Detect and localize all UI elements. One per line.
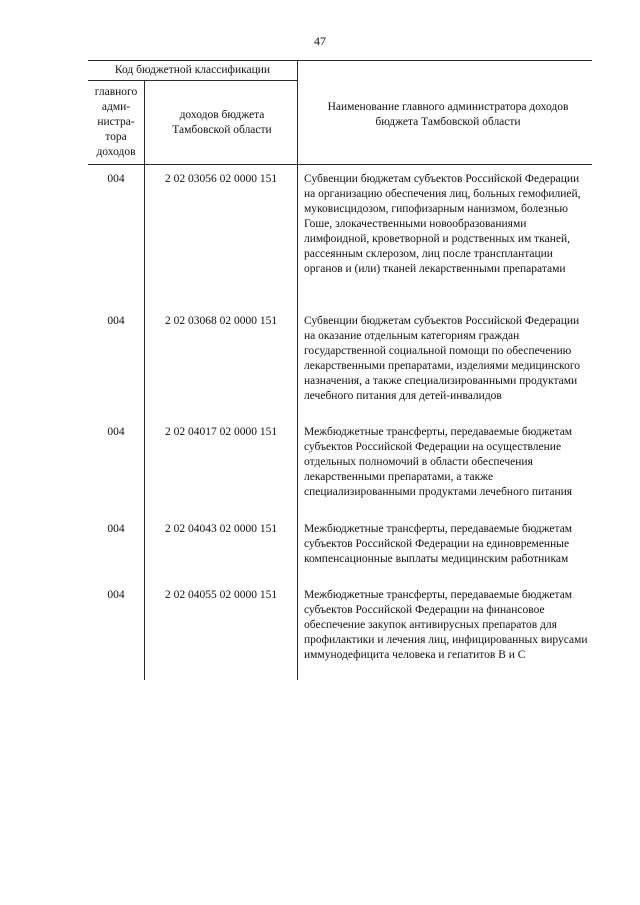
- name-column-header: Наименование главного администратора доходов бюджета Тамбовской области: [327, 101, 569, 128]
- header-bottom-border: [88, 164, 592, 165]
- budget-code-cell: 2 02 04043 02 0000 151: [164, 523, 278, 535]
- code-column-header: доходов бюджета Тамбовской области: [172, 109, 272, 136]
- admin-code-cell: 004: [107, 523, 125, 535]
- admin-header-line: адми-: [101, 101, 131, 113]
- group-header-underline: [88, 80, 298, 81]
- budget-code-cell: 2 02 03068 02 0000 151: [164, 315, 278, 327]
- admin-header-line: нистра-: [97, 116, 135, 128]
- admin-header-line: тора: [105, 131, 127, 143]
- budget-code-cell: 2 02 04055 02 0000 151: [164, 589, 278, 601]
- page-number: 47: [314, 34, 326, 48]
- admin-column-header: [88, 85, 144, 160]
- budget-code-cell: 2 02 04017 02 0000 151: [164, 426, 278, 438]
- group-header-title: Код бюджетной классификации: [114, 64, 271, 76]
- revenue-name-cell: Межбюджетные трансферты, передаваемые бюджетам субъектов Российской Федерации на единовременные компенсационные выплаты медицинским работникам: [304, 523, 573, 565]
- admin-code-cell: 004: [107, 426, 125, 438]
- budget-classification-table: [88, 60, 592, 680]
- admin-code-cell: 004: [107, 589, 125, 601]
- admin-header-line: доходов: [96, 146, 136, 158]
- revenue-name-cell: Субвенции бюджетам субъектов Российской Федерации на оказание отдельным категориям граждан государственной социальной помощи по обеспечению лекарственными препаратами, изделиями медицинского назначения, а также специализированными продуктами лечебного питания для детей-инвалидов: [304, 315, 580, 402]
- revenue-name-cell: Межбюджетные трансферты, передаваемые бюджетам субъектов Российской Федерации на осуществление отдельных полномочий в области обеспечения лекарственными препаратами, а также специализированными продуктами лечебного питания: [304, 426, 573, 498]
- admin-header-line: главного: [94, 86, 138, 98]
- revenue-name-cell: Межбюджетные трансферты, передаваемые бюджетам субъектов Российской Федерации на финансовое обеспечение закупок антивирусных препаратов для профилактики и лечения лиц, инфицированных вирусами иммунодефицита человека и гепатитов В и С: [304, 589, 588, 661]
- table-top-border: [88, 60, 592, 61]
- admin-code-cell: 004: [107, 173, 125, 185]
- code-name-column-divider: [297, 60, 298, 680]
- revenue-name-cell: Субвенции бюджетам субъектов Российской Федерации на организацию обеспечения лиц, больных гемофилией, муковисцидозом, гипофизарным нанизмом, болезнью Гоше, злокачественными новообразованиями лимфоидной, кроветворной и родственных им тканей, рассеянным склерозом, лиц после трансплантации органов и (или) тканей лекарственными препаратами: [304, 173, 581, 275]
- admin-column-divider: [144, 81, 145, 680]
- budget-code-cell: 2 02 03056 02 0000 151: [164, 173, 278, 185]
- admin-code-cell: 004: [107, 315, 125, 327]
